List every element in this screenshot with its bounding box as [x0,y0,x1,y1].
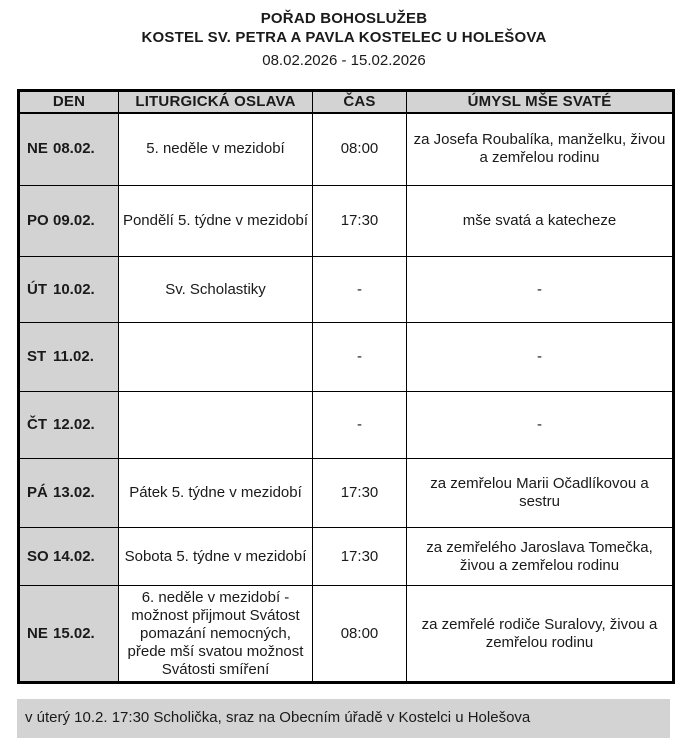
table-row [19,586,674,683]
day-cell [19,459,119,528]
time-cell: - [313,323,407,392]
day-abbr: PO [27,212,49,229]
celebration-cell [119,323,313,392]
header-liturgicka-oslava: LITURGICKÁ OSLAVA [119,91,313,113]
day-cell [19,186,119,257]
intention-cell: mše svatá a katecheze [407,186,674,257]
intention-cell: - [407,392,674,459]
celebration-cell [119,392,313,459]
day-date: 12.02. [53,416,95,433]
time-cell: 17:30 [313,186,407,257]
header-cas: ČAS [313,91,407,113]
day-cell [19,586,119,683]
table-row [19,392,674,459]
time-cell: - [313,257,407,323]
celebration-cell: Sobota 5. týdne v mezidobí [119,528,313,586]
table-row [19,186,674,257]
intention-cell: - [407,323,674,392]
day-abbr: ÚT [27,280,47,298]
day-date: 09.02. [53,212,95,229]
title-block [0,0,688,70]
celebration-cell: Pondělí 5. týdne v mezidobí [119,186,313,257]
table-row [19,323,674,392]
church-name: KOSTEL SV. PETRA A PAVLA KOSTELEC U HOLEŠOVA [141,29,547,46]
schedule-table [17,89,675,684]
intention-cell: za zemřelou Marii Očadlíkovou a sestru [407,459,674,528]
time-cell: 08:00 [313,586,407,683]
table-row [19,257,674,323]
day-cell [19,528,119,586]
day-cell [19,257,119,323]
celebration-cell: Sv. Scholastiky [119,257,313,323]
time-cell: 17:30 [313,459,407,528]
day-date: 15.02. [53,624,95,642]
table-row [19,528,674,586]
intention-cell: - [407,257,674,323]
intention-cell: za zemřelé rodiče Suralovy, živou a zemřelou rodinu [407,586,674,683]
day-abbr: NE [27,624,48,642]
day-abbr: ST [27,348,47,365]
time-cell: - [313,392,407,459]
header-den: DEN [19,91,119,113]
day-cell [19,113,119,186]
date-range: 08.02.2026 - 15.02.2026 [262,52,426,69]
document-title: POŘAD BOHOSLUŽEB [260,10,428,27]
celebration-cell: 5. neděle v mezidobí [119,113,313,186]
celebration-cell: 6. neděle v mezidobí - možnost přijmout Svátost pomazání nemocných, přede mší svatou možnost Svátosti smíření [119,586,313,683]
table-row [19,113,674,186]
day-cell [19,323,119,392]
header-umysl: ÚMYSL MŠE SVATÉ [407,91,674,113]
day-abbr: NE [27,140,48,158]
day-date: 13.02. [53,484,95,501]
time-cell: 08:00 [313,113,407,186]
day-abbr: SO [27,547,49,565]
day-date: 11.02. [53,348,94,365]
intention-cell: za Josefa Roubalíka, manželku, živou a zemřelou rodinu [407,113,674,186]
day-date: 14.02. [53,547,95,565]
footer-note-bar [17,699,670,738]
footer-note: v úterý 10.2. 17:30 Scholička, sraz na Obecním úřadě v Kostelci u Holešova [25,709,531,726]
day-abbr: ČT [27,416,47,433]
intention-cell: za zemřelého Jaroslava Tomečka, živou a zemřelou rodinu [407,528,674,586]
table-row [19,459,674,528]
day-abbr: PÁ [27,484,48,501]
celebration-cell: Pátek 5. týdne v mezidobí [119,459,313,528]
day-date: 08.02. [53,140,95,158]
table-header-row [19,91,674,113]
day-cell [19,392,119,459]
day-date: 10.02. [53,280,95,298]
time-cell: 17:30 [313,528,407,586]
